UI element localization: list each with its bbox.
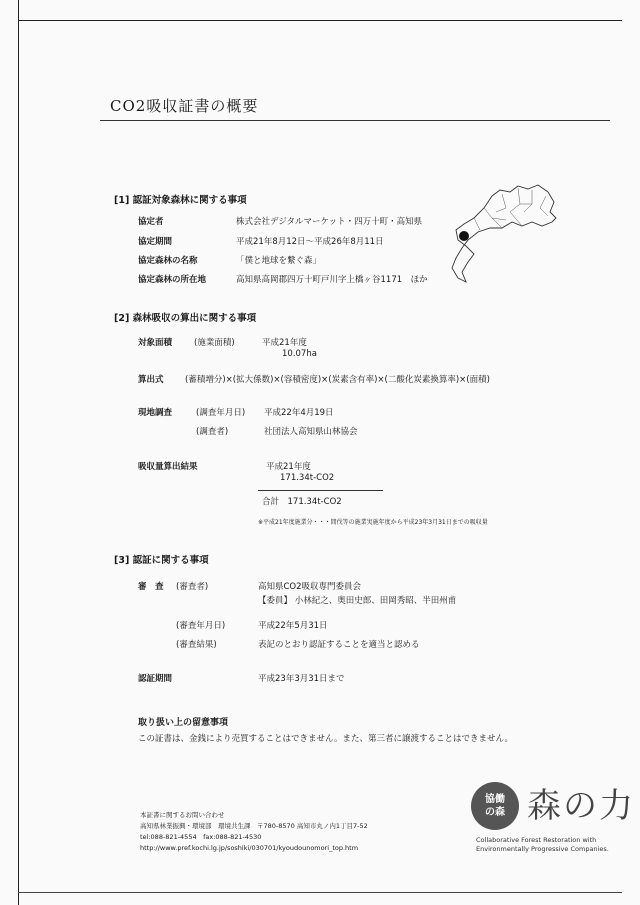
certification-period-label: 認証期間 <box>138 674 173 684</box>
area-year: 平成21年度 <box>262 338 307 348</box>
survey-date: 平成22年4月19日 <box>264 408 334 418</box>
formula-label: 算出式 <box>138 375 164 385</box>
logo-circle-line1: 協働 <box>485 794 505 805</box>
kyodo-no-mori-logo <box>471 782 519 830</box>
logo-en-line2: Environmentally Progressive Companies. <box>476 845 609 853</box>
footer-line1: 本証書に関するお問い合わせ <box>140 811 225 819</box>
logo-en-line1: Collaborative Forest Restoration with <box>476 836 597 844</box>
review-date: 平成22年5月31日 <box>258 621 328 631</box>
certification-period: 平成23年3月31日まで <box>258 674 345 684</box>
footer-line2: 高知県林業振興・環境部 環境共生課 〒780-8570 高知市丸ノ内1丁目7-52 <box>140 822 368 830</box>
section1-value-0: 株式会社デジタルマーケット・四万十町・高知県 <box>236 217 423 227</box>
area-value: 10.07ha <box>282 349 317 359</box>
review-date-label: (審査年月日) <box>176 621 226 631</box>
section3-heading: [3] 認証に関する事項 <box>114 555 209 566</box>
result-value: 171.34t-CO2 <box>280 473 335 483</box>
location-marker <box>459 231 469 241</box>
surveyor: 社団法人高知県山林協会 <box>264 427 358 437</box>
survey-label: 現地調査 <box>138 408 173 418</box>
frame-left-border <box>18 0 19 905</box>
area-sublabel: (施業面積) <box>194 338 235 348</box>
title-underline <box>100 120 610 121</box>
section1-label-3: 協定森林の所在地 <box>138 275 207 285</box>
notice-text: この証書は、金銭により売買することはできません。また、第三者に譲渡することはできません。 <box>138 734 514 744</box>
formula-value: (蓄積増分)×(拡大係数)×(容積密度)×(炭素含有率)×(二酸化炭素換算率)×(面積) <box>185 375 490 385</box>
section1-label-2: 協定森林の名称 <box>138 256 198 266</box>
review-label: 審 査 <box>138 582 164 592</box>
section1-label-1: 協定期間 <box>138 237 173 247</box>
section1-value-1: 平成21年8月12日～平成26年8月11日 <box>236 237 384 247</box>
footer-line3: tel:088-821-4554 fax:088-821-4530 <box>140 833 262 841</box>
reviewer: 高知県CO2吸収専門委員会 <box>258 582 362 592</box>
reviewer-label: (審査者) <box>176 582 209 592</box>
section1-label-0: 協定者 <box>138 217 164 227</box>
footer-url: http://www.pref.kochi.lg.jp/soshiki/030701/kyoudounomori_top.htm <box>140 844 359 852</box>
calculation-note: ※平成21年度施業分・・・間伐等の施業実施年度から平成23年3月31日までの吸収量 <box>258 519 488 526</box>
review-result-label: (審査結果) <box>176 640 217 650</box>
frame-top-border <box>18 20 622 21</box>
total-value: 合計 171.34t-CO2 <box>262 497 342 507</box>
total-rule <box>258 490 383 491</box>
section1-value-3: 高知県高岡郡四万十町戸川字上橋ヶ谷1171 ほか <box>236 275 428 285</box>
mori-no-chikara-logo: 森の力 <box>527 786 635 826</box>
review-result: 表記のとおり認証することを適当と認める <box>258 640 420 650</box>
survey-date-label: (調査年月日) <box>196 408 246 418</box>
section1-value-2: 「僕と地球を繋ぐ森」 <box>236 256 322 266</box>
section2-heading: [2] 森林吸収の算出に関する事項 <box>114 313 257 324</box>
surveyor-label: (調査者) <box>196 427 229 437</box>
committee-members: 【委員】 小林紀之、奥田史郎、田岡秀昭、半田州甫 <box>258 596 457 606</box>
result-label: 吸収量算出結果 <box>138 462 198 472</box>
logo-english-text <box>476 836 609 854</box>
result-year: 平成21年度 <box>266 462 311 472</box>
kochi-prefecture-map <box>448 182 560 284</box>
frame-bottom-border <box>18 892 622 893</box>
notice-heading: 取り扱い上の留意事項 <box>138 718 229 728</box>
area-label: 対象面積 <box>138 338 173 348</box>
section1-heading: [1] 認証対象森林に関する事項 <box>114 195 247 206</box>
footer-contact <box>140 810 368 854</box>
page-title: CO2吸収証書の概要 <box>110 97 259 115</box>
logo-circle-line2: の森 <box>485 807 505 818</box>
